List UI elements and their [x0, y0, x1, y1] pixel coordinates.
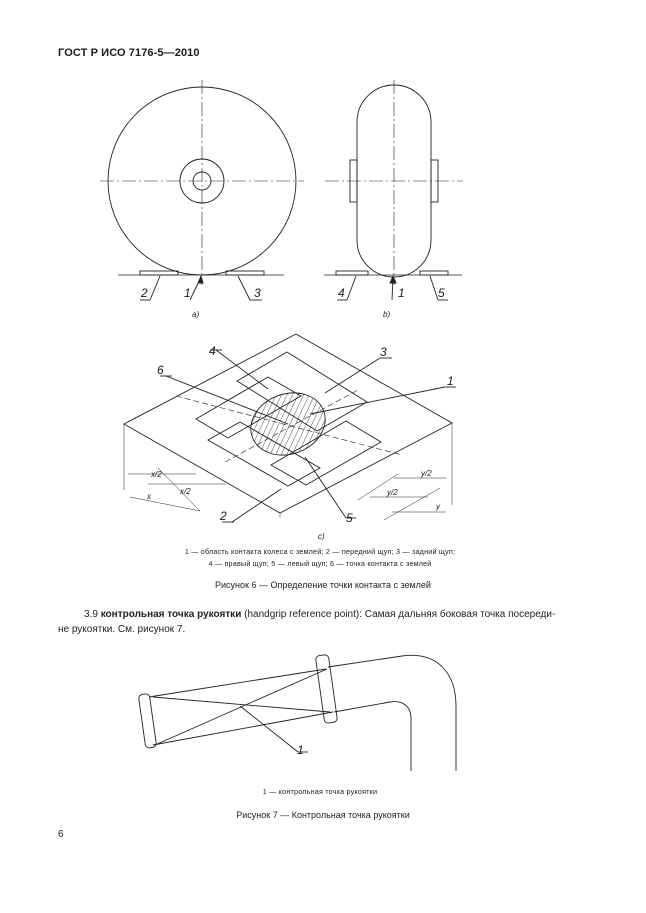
figure-6-legend-line-2: 4 — правый щуп; 5 — левый щуп; 6 — точка контакта с землей [208, 559, 432, 568]
dim-x-half-2: x/2 [180, 487, 191, 496]
document-header: ГОСТ Р ИСО 7176-5—2010 [58, 47, 200, 59]
callout-fig7-1: 1 [297, 743, 304, 757]
section-text-line-2: не рукоятки. См. рисунок 7. [58, 624, 186, 635]
section-term: контрольная точка рукоятки [100, 609, 242, 620]
dim-y: y [436, 502, 440, 511]
callout-c-4: 4 [209, 344, 216, 358]
callout-b-5: 5 [438, 286, 445, 300]
page-number: 6 [58, 829, 64, 840]
subfigure-c-label: c) [318, 532, 325, 541]
callout-b-1: 1 [398, 286, 405, 300]
callout-c-5: 5 [346, 511, 353, 525]
section-number: 3.9 [84, 609, 98, 620]
section-text-line-1: (handgrip reference point): Самая дальняя боковая точка посереди- [241, 609, 556, 620]
callout-a-2: 2 [141, 286, 148, 300]
figure-6-legend-line-1: 1 — область контакта колеса с землей; 2 — передний щуп; 3 — задний щуп; [184, 547, 456, 556]
callout-a-3: 3 [254, 286, 261, 300]
dim-y-half-2: y/2 [387, 488, 398, 497]
callout-c-6: 6 [157, 363, 164, 377]
figure-7-title: Рисунок 7 — Контрольная точка рукоятки [236, 810, 410, 820]
wheel-side-view [324, 80, 463, 300]
callout-a-1: 1 [184, 286, 191, 300]
callout-b-4: 4 [338, 286, 345, 300]
section-3-9-paragraph [58, 607, 588, 637]
figure-7-legend: 1 — контрольная точка рукоятки [262, 787, 378, 796]
callout-c-2: 2 [220, 509, 227, 523]
wheel-front-view [100, 80, 304, 300]
contact-area-isometric [124, 334, 456, 522]
subfigure-a-label: a) [192, 310, 200, 319]
figure-6-title: Рисунок 6 — Определение точки контакта с землей [215, 580, 431, 590]
dim-y-half-1: y/2 [421, 469, 432, 478]
subfigure-b-label: b) [383, 310, 391, 319]
dim-x-half-1: x/2 [151, 470, 162, 479]
dim-x: x [147, 492, 151, 501]
callout-c-3: 3 [380, 345, 387, 359]
callout-c-1: 1 [447, 374, 454, 388]
